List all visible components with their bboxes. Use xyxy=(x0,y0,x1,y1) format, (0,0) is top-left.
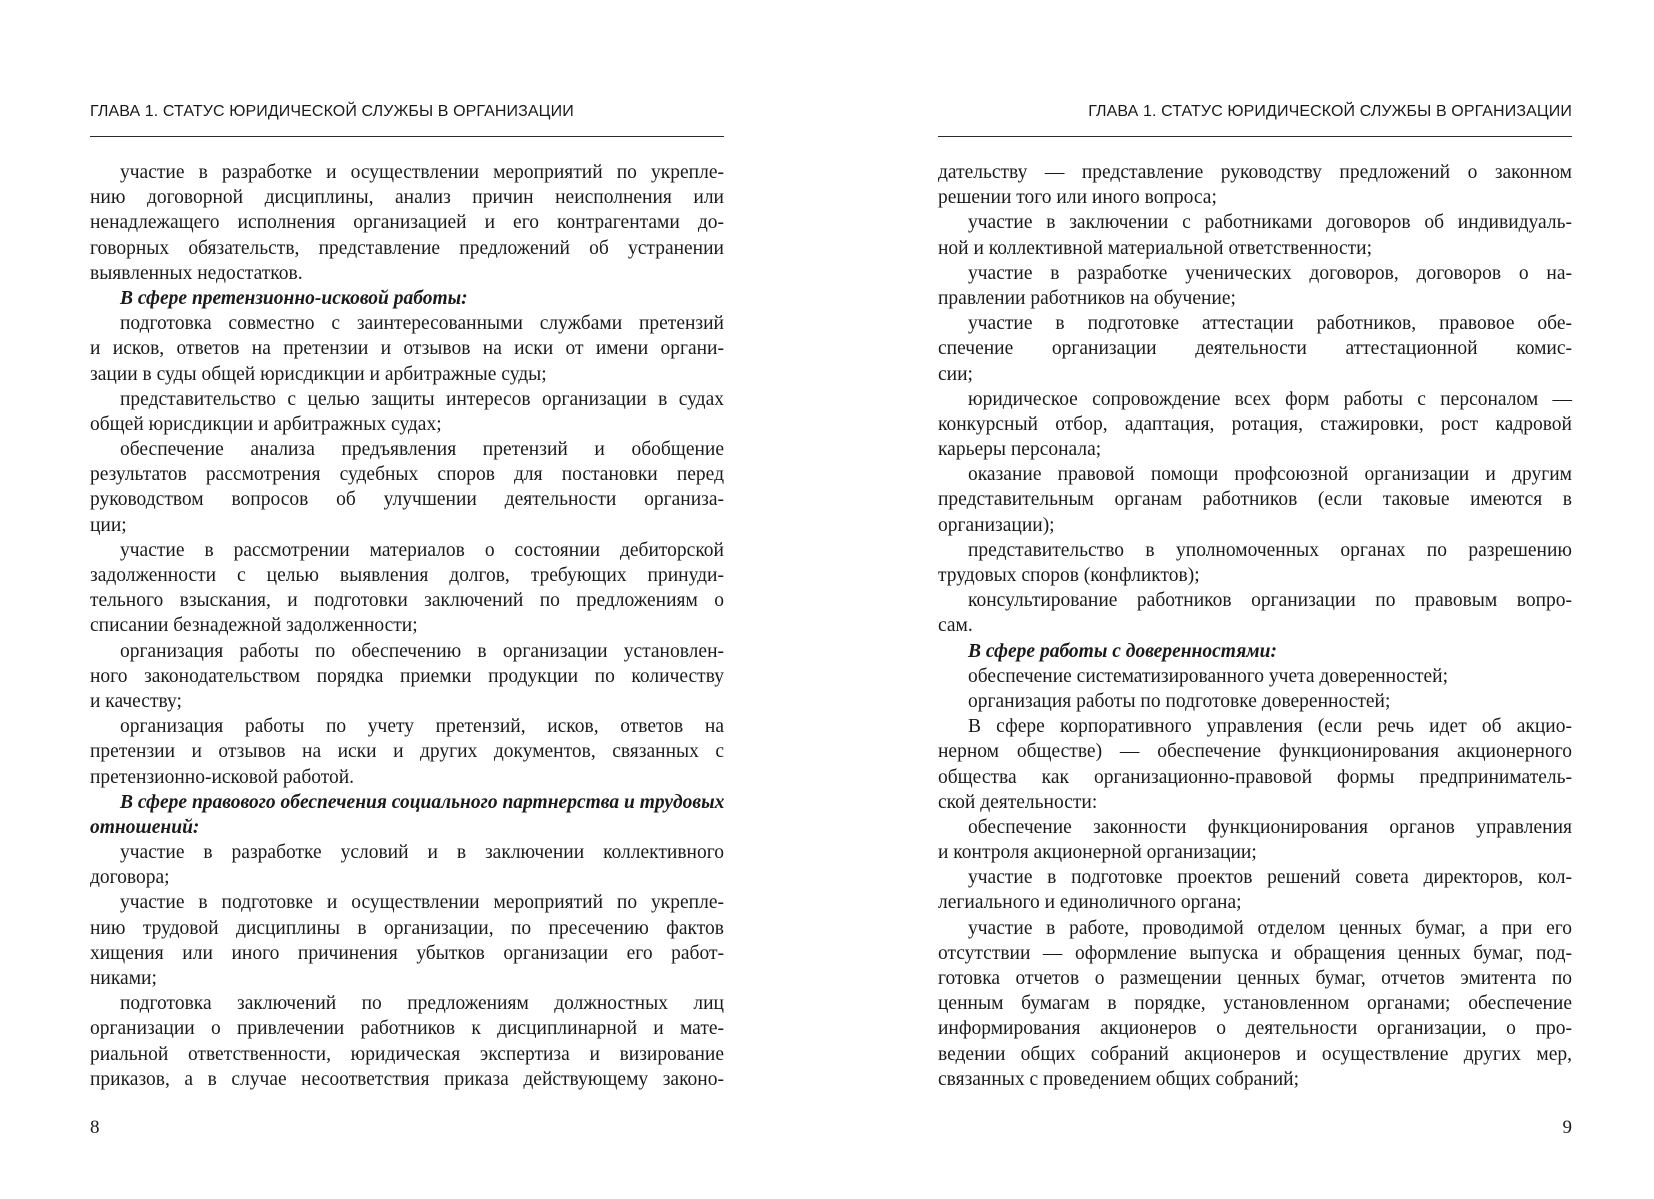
text-line: говорных обязательств, представление предложений об устранении xyxy=(90,237,724,259)
text-line: отсутствии — оформление выпуска и обращения ценных бумаг, под- xyxy=(938,942,1572,964)
text-line: готовка отчетов о размещении ценных бумаг, отчетов эмитента по xyxy=(938,968,1572,989)
text-line: трудовых споров (конфликтов); xyxy=(938,565,1200,586)
text-line: организации); xyxy=(938,514,1055,536)
page-body-text xyxy=(938,160,1572,1092)
section-heading-line: отношений: xyxy=(90,816,200,838)
text-line: участие в подготовке и осуществлении мероприятий по укрепле- xyxy=(120,892,724,914)
text-line: хищения или иного причинения убытков организации его работ- xyxy=(90,942,724,964)
text-line: сии; xyxy=(938,363,973,385)
text-line: подготовка заключений по предложениям должностных лиц xyxy=(120,993,724,1015)
section-heading-line: В сфере правового обеспечения социального партнерства и трудовых xyxy=(120,791,725,813)
text-line: договора; xyxy=(90,867,170,889)
text-line: участие в разработке и осуществлении мероприятий по укрепле- xyxy=(120,162,724,183)
text-line: и качеству; xyxy=(90,690,182,712)
text-line: ного законодательством порядка приемки продукции по количеству xyxy=(90,665,724,687)
left-page xyxy=(90,0,724,1199)
text-line: ведении общих собраний акционеров и осуществление других мер, xyxy=(938,1043,1572,1065)
text-line: общества как организационно-правовой формы предприниматель- xyxy=(938,766,1572,788)
text-line: ной и коллективной материальной ответственности; xyxy=(938,237,1373,259)
text-line: организация работы по обеспечению в организации установлен- xyxy=(120,640,724,662)
text-line: оказание правовой помощи профсоюзной организации и другим xyxy=(968,464,1572,486)
running-head: ГЛАВА 1. СТАТУС ЮРИДИЧЕСКОЙ СЛУЖБЫ В ОРГАНИЗАЦИИ xyxy=(1088,103,1572,120)
text-line: выявленных недостатков. xyxy=(90,262,303,284)
text-line: руководством вопросов об улучшении деятельности организа- xyxy=(90,489,724,511)
text-line: участие в заключении с работниками договоров об индивидуаль- xyxy=(968,212,1572,234)
text-line: задолженности с целью выявления долгов, требующих принуди- xyxy=(90,565,724,586)
page-number: 8 xyxy=(90,1117,100,1138)
text-line: и исков, ответов на претензии и отзывов на иски от имени органи- xyxy=(90,338,724,360)
text-line: списании безнадежной задолженности; xyxy=(90,615,418,637)
text-line: легиального и единоличного органа; xyxy=(938,892,1242,914)
text-line: организации о привлечении работников к дисциплинарной и мате- xyxy=(90,1018,724,1040)
text-line: участие в разработке ученических договоров, договоров о на- xyxy=(968,262,1572,284)
text-line: ценным бумагам в порядке, установленном органами; обеспечение xyxy=(938,993,1572,1015)
running-head: ГЛАВА 1. СТАТУС ЮРИДИЧЕСКОЙ СЛУЖБЫ В ОРГАНИЗАЦИИ xyxy=(90,103,574,120)
text-line: участие в подготовке аттестации работников, правовое обе- xyxy=(968,313,1572,335)
header-rule xyxy=(938,136,1572,137)
text-line: обеспечение анализа предъявления претензий и обобщение xyxy=(120,439,724,461)
text-line: участие в рассмотрении материалов о состоянии дебиторской xyxy=(120,539,724,561)
text-line: юридическое сопровождение всех форм работы с персоналом — xyxy=(968,388,1572,410)
section-heading-line: В сфере работы с доверенностями: xyxy=(968,640,1277,662)
text-line: ции; xyxy=(90,514,127,536)
text-line: претензии и отзывов на иски и других документов, связанных с xyxy=(90,741,724,763)
text-line: зации в суды общей юрисдикции и арбитражные суды; xyxy=(90,363,547,385)
text-line: организация работы по подготовке доверенностей; xyxy=(968,690,1391,712)
text-line: информирования акционеров о деятельности организации, о про- xyxy=(938,1018,1572,1040)
text-line: связанных с проведением общих собраний; xyxy=(938,1068,1300,1090)
text-line: участие в подготовке проектов решений совета директоров, кол- xyxy=(968,867,1572,889)
text-line: карьеры персонала; xyxy=(938,439,1102,461)
text-line: представительным органам работников (если таковые имеются в xyxy=(938,489,1572,511)
text-line: сам. xyxy=(938,615,973,637)
text-line: претензионно-исковой работой. xyxy=(90,766,355,788)
text-line: никами; xyxy=(90,968,157,989)
text-line: ненадлежащего исполнения организацией и его контрагентами до- xyxy=(90,212,724,234)
text-line: представительство с целью защиты интересов организации в судах xyxy=(120,388,724,410)
text-line: риальной ответственности, юридическая экспертиза и визирование xyxy=(90,1043,724,1065)
section-heading-line: В сфере претензионно-исковой работы: xyxy=(120,287,468,309)
text-line: организация работы по учету претензий, исков, ответов на xyxy=(120,716,724,738)
text-line: нию трудовой дисциплины в организации, по пресечению фактов xyxy=(90,917,724,939)
header-rule xyxy=(90,136,724,137)
text-line: подготовка совместно с заинтересованными службами претензий xyxy=(120,313,724,335)
text-line: В сфере корпоративного управления (если речь идет об акцио- xyxy=(968,716,1572,738)
text-line: участие в работе, проводимой отделом ценных бумаг, а при его xyxy=(968,917,1572,939)
text-line: правлении работников на обучение; xyxy=(938,287,1236,309)
page-number: 9 xyxy=(1562,1117,1572,1138)
text-line: конкурсный отбор, адаптация, ротация, стажировки, рост кадровой xyxy=(938,413,1572,435)
text-line: участие в разработке условий и в заключении коллективного xyxy=(120,842,724,864)
text-line: спечение организации деятельности аттестационной комис- xyxy=(938,338,1572,360)
text-line: консультирование работников организации по правовым вопро- xyxy=(968,590,1572,612)
text-line: обеспечение законности функционирования органов управления xyxy=(968,816,1572,838)
text-line: ской деятельности: xyxy=(938,791,1098,813)
text-line: дательству — представление руководству предложений о законном xyxy=(938,162,1572,183)
text-line: результатов рассмотрения судебных споров для постановки перед xyxy=(90,464,724,486)
text-line: общей юрисдикции и арбитражных судах; xyxy=(90,413,442,435)
right-page xyxy=(938,0,1572,1199)
page-body-text xyxy=(90,160,724,1092)
text-line: нию договорной дисциплины, анализ причин неисполнения или xyxy=(90,187,724,209)
text-line: представительство в уполномоченных органах по разрешению xyxy=(968,539,1572,561)
text-line: и контроля акционерной организации; xyxy=(938,842,1257,864)
text-line: тельного взыскания, и подготовки заключений по предложениям о xyxy=(90,590,724,612)
text-line: обеспечение систематизированного учета доверенностей; xyxy=(968,665,1449,687)
text-line: приказов, а в случае несоответствия приказа действующему законо- xyxy=(90,1068,724,1090)
text-line: решении того или иного вопроса; xyxy=(938,187,1217,209)
text-line: нерном обществе) — обеспечение функционирования акционерного xyxy=(938,741,1572,763)
